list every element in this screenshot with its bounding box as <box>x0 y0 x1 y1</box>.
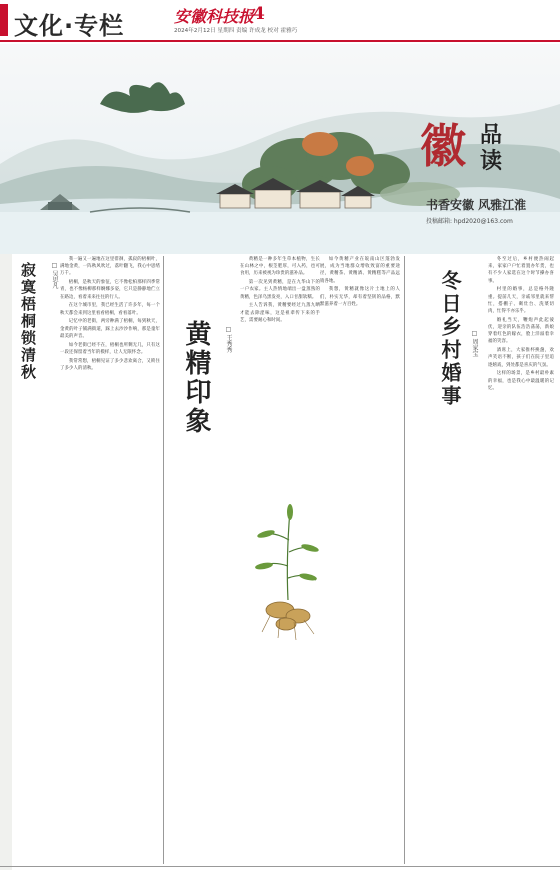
right-article-author: □ 周家宝 <box>471 330 478 357</box>
column-divider <box>163 256 164 864</box>
left-paragraph: 如今老街已经不在，梧桐也所剩无几，只有这一段还保留着当年的模样，让人无限怀念。 <box>60 342 160 355</box>
right-paragraph: 婚礼当天，鞭炮声此起彼伏，迎亲的队伍浩浩荡荡，新娘穿着红色的嫁衣，脸上洋溢着幸福的笑容。 <box>488 317 554 345</box>
middle-paragraph: 我想，黄精就像这片土地上的人们，朴实无华，却有着坚韧的品格，默默滋养着一方百姓。 <box>320 287 400 307</box>
right-paragraph: 冬至过后，乡村便热闹起来，家家户户忙着置办年货，也有不少人家选在这个时节操办喜事。 <box>488 257 554 284</box>
column-brand <box>420 100 550 250</box>
footer-rule <box>0 866 560 867</box>
left-paragraph: 我常常想，梧桐见证了多少悲欢离合，又锁住了多少人的清秋。 <box>60 358 160 371</box>
newspaper-name: 安徽科技报 <box>174 7 255 26</box>
left-paragraph: 记忆中的老街，两旁种满了梧桐，每到秋天，金黄的叶子铺满街道，踩上去沙沙作响，那是童年最美的声音。 <box>60 319 160 339</box>
right-paragraph: 酒席上，大家推杯换盏，欢声笑语不断，孩子们在院子里追逐嬉戏，到处都是喜庆的气氛。 <box>488 348 554 368</box>
middle-article-author: □ 王秀秀 <box>225 326 232 353</box>
middle-article-title: 黄精印象 <box>181 320 211 436</box>
left-article-body <box>60 256 160 864</box>
brand-title <box>480 122 502 174</box>
page-number: 4 <box>253 4 265 24</box>
section-title: 文化·专栏 <box>14 12 125 40</box>
left-margin-band <box>0 254 12 870</box>
right-article-title: 冬日乡村婚事 <box>438 270 462 408</box>
brand-logo-char: 徽 <box>420 119 466 173</box>
right-paragraph: 这样的场景，是乡村最朴素的幸福，也是我心中最温暖的记忆。 <box>488 371 554 391</box>
huangjing-plant-illustration <box>250 500 326 650</box>
header-rule <box>0 40 560 42</box>
masthead <box>0 0 560 44</box>
middle-paragraph: 如今黄精产业在皖南山区蓬勃发展，成为当地群众增收致富的重要途径，黄精茶、黄精酒、黄精糕等产品远销各地。 <box>320 257 400 284</box>
landscape-banner <box>0 44 560 254</box>
middle-paragraph: 第一次见到黄精，是在九华山下的一户农家。主人热情地端出一盘蒸熟的黄精，色泽乌黑发亮，入口甘甜软糯。 <box>240 280 320 300</box>
left-paragraph: 在这个城市里，我已经生活了许多年，每一个秋天都会来到这里看看梧桐，看看落叶。 <box>60 303 160 316</box>
submission-email: 投稿邮箱: hpd2020@163.com <box>426 218 513 225</box>
middle-article-body-right <box>320 256 400 856</box>
column-divider <box>404 256 405 864</box>
middle-paragraph: 黄精是一种多年生草本植物，生长在山林之中，根茎肥厚，可入药，也可食用，历来被视为珍贵的滋补品。 <box>240 257 320 277</box>
right-paragraph: 村里的婚事，总是格外隆重。提前几天，亲戚邻里就来帮忙，搭棚子、砌灶台、洗菜切肉，忙得不亦乐乎。 <box>488 287 554 315</box>
brand-slogan: 书香安徽 风雅江淮 <box>426 198 527 212</box>
left-article-author: □ 吴思凡 <box>51 262 58 289</box>
right-article-body <box>488 256 554 864</box>
left-paragraph: 梧桐，是秋天的象征，它不像松柏那样四季常青，也不像杨柳那样婀娜多姿，它只是静静地伫立在路边，看着来来往往的行人。 <box>60 280 160 300</box>
brand-title-line1: 品 <box>480 122 503 148</box>
section-color-bar <box>0 4 8 36</box>
left-article-title: 寂寞梧桐锁清秋 <box>19 262 37 381</box>
middle-paragraph: 主人告诉我，黄精要经过九蒸九晒才能去除涩味，这是祖辈传下来的手艺，需要耐心和时间。 <box>240 303 320 323</box>
left-paragraph: 我一遍又一遍地在这里徘徊，孤寂的梧桐叶，满地金黄，一阵秋风吹过，落叶翻飞，我心中思绪万千。 <box>60 257 160 277</box>
date-line: 2024年2月12日 星期四 责编 许成龙 校对 霍雅巧 <box>174 28 298 34</box>
brand-title-line2: 读 <box>480 148 503 174</box>
